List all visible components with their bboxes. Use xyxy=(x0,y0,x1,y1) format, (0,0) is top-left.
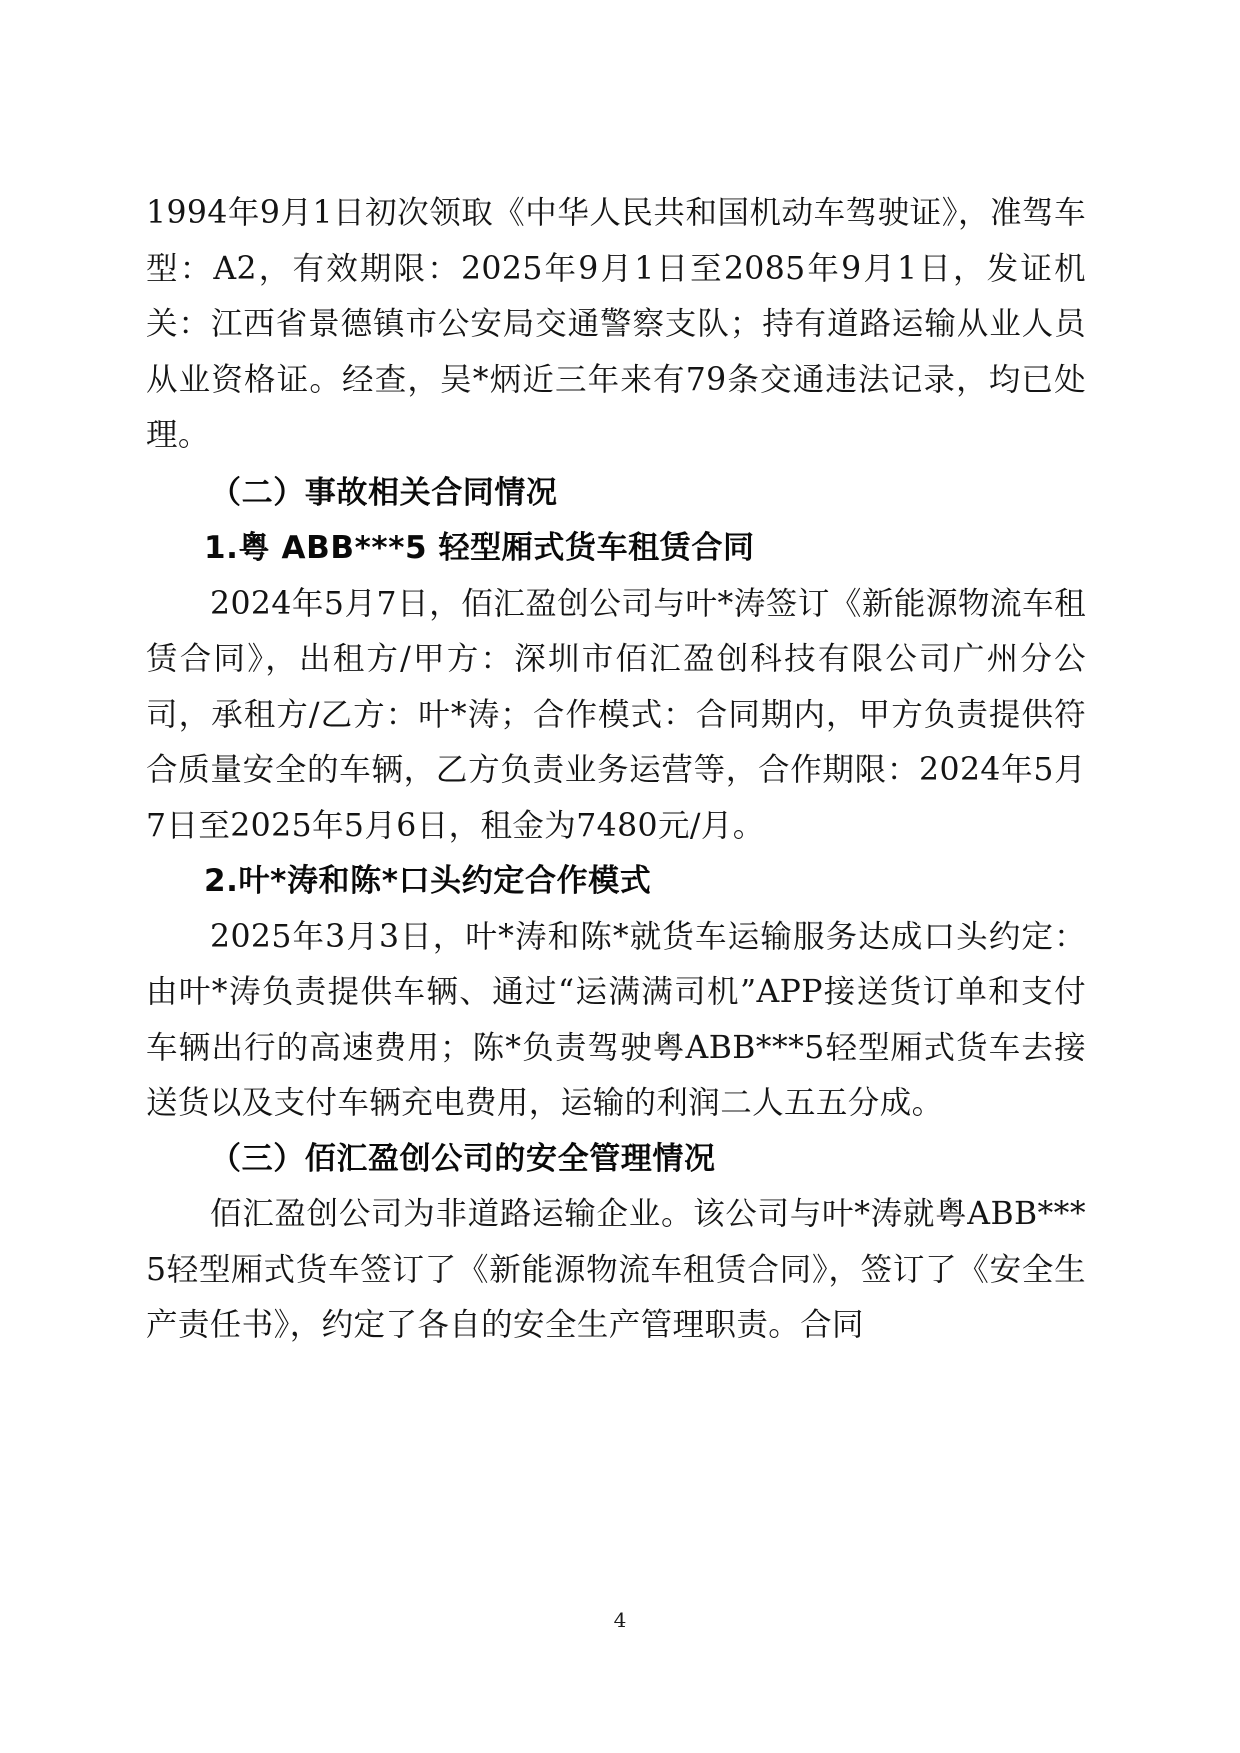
page-content xyxy=(146,186,1086,1354)
paragraph-safety-management: 佰汇盈创公司为非道路运输企业。该公司与叶*涛就粤ABB***5轻型厢式货车签订了《新能源物流车租赁合同》，签订了《安全生产责任书》，约定了各自的安全生产管理职责。合同 xyxy=(146,1196,1086,1343)
paragraph-oral-agreement: 2025年3月3日，叶*涛和陈*就货车运输服务达成口头约定：由叶*涛负责提供车辆、通过“运满满司机”APP接送货订单和支付车辆出行的高速费用；陈*负责驾驶粤ABB***5轻型厢式货车去接送货以及支付车辆充电费用，运输的利润二人五五分成。 xyxy=(146,918,1086,1121)
page-number-footer: 4 xyxy=(613,1608,627,1632)
section-heading-three: （三）佰汇盈创公司的安全管理情况 xyxy=(210,1140,716,1177)
section-heading-two: （二）事故相关合同情况 xyxy=(210,474,558,511)
paragraph-vehicle-lease-contract: 2024年5月7日，佰汇盈创公司与叶*涛签订《新能源物流车租赁合同》，出租方/甲方：深圳市佰汇盈创科技有限公司广州分公司，承租方/乙方：叶*涛；合作模式：合同期内，甲方负责提供符合质量安全的车辆，乙方负责业务运营等，合作期限：2024年5月7日至2025年5月6日，租金为7480元/月。 xyxy=(146,585,1086,844)
paragraph-driver-license-info: 1994年9月1日初次领取《中华人民共和国机动车驾驶证》，准驾车型：A2，有效期限：2025年9月1日至2085年9月1日，发证机关：江西省景德镇市公安局交通警察支队；持有道路运输从业人员从业资格证。经查，吴*炳近三年来有79条交通违法记录，均已处理。 xyxy=(146,195,1086,453)
subsection-heading-two-two: 2.叶*涛和陈*口头约定合作模式 xyxy=(204,863,652,899)
subsection-heading-two-one: 1.粤 ABB***5 轻型厢式货车租赁合同 xyxy=(204,530,755,566)
